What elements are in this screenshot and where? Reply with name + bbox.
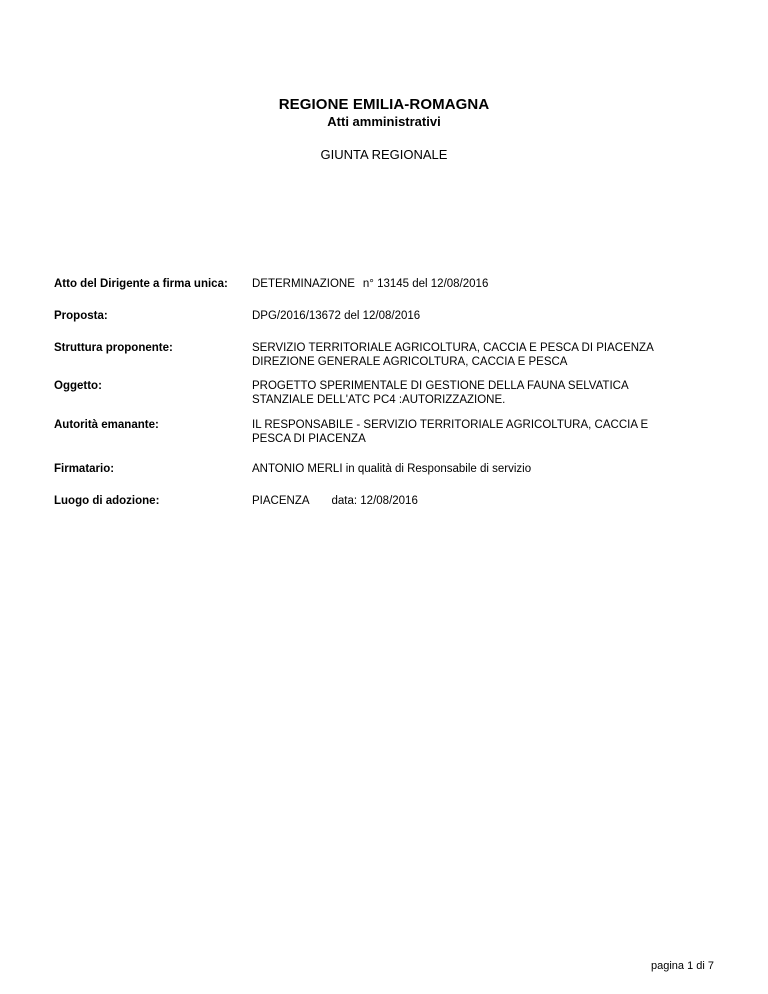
luogo-place: PIACENZA [252,495,310,507]
act-number: n° 13145 del 12/08/2016 [362,278,489,290]
act-type: DETERMINAZIONE [252,278,355,290]
field-firmatario [54,462,734,494]
struttura-line-2: DIREZIONE GENERALE AGRICOLTURA, CACCIA E PESCA [252,356,568,368]
field-luogo-label: Luogo di adozione: [54,495,160,507]
field-struttura-label: Struttura proponente: [54,342,173,354]
org-title: REGIONE EMILIA-ROMAGNA [278,96,490,113]
luogo-date: data: 12/08/2016 [331,495,418,507]
field-struttura [54,341,734,379]
field-atto [54,277,734,309]
field-atto-label: Atto del Dirigente a firma unica: [54,278,228,290]
oggetto-line-1: PROGETTO SPERIMENTALE DI GESTIONE DELLA FAUNA SELVATICA [252,380,629,392]
autorita-line-2: PESCA DI PIACENZA [252,433,366,445]
field-oggetto-label: Oggetto: [54,380,102,392]
field-autorita-label: Autorità emanante: [54,419,159,431]
document-header [0,96,768,163]
field-autorita [54,418,734,462]
act-details [54,277,734,514]
struttura-line-1: SERVIZIO TERRITORIALE AGRICOLTURA, CACCIA E PESCA DI PIACENZA [252,342,654,354]
org-body: GIUNTA REGIONALE [320,147,448,162]
field-firmatario-value: ANTONIO MERLI in qualità di Responsabile di servizio [252,463,532,475]
field-proposta-value: DPG/2016/13672 del 12/08/2016 [252,310,421,322]
oggetto-line-2: STANZIALE DELL'ATC PC4 :AUTORIZZAZIONE. [252,394,506,406]
field-proposta [54,309,734,341]
field-atto-value [252,277,734,291]
field-proposta-label: Proposta: [54,310,108,322]
autorita-line-1: IL RESPONSABILE - SERVIZIO TERRITORIALE AGRICOLTURA, CACCIA E [252,419,649,431]
field-oggetto [54,379,734,418]
field-oggetto-value [252,379,734,407]
field-autorita-value [252,418,734,446]
field-luogo-value [252,494,734,508]
org-subtitle: Atti amministrativi [327,114,441,129]
page-number: pagina 1 di 7 [651,960,714,972]
field-firmatario-label: Firmatario: [54,463,115,475]
field-luogo [54,494,734,514]
field-struttura-value [252,341,734,369]
